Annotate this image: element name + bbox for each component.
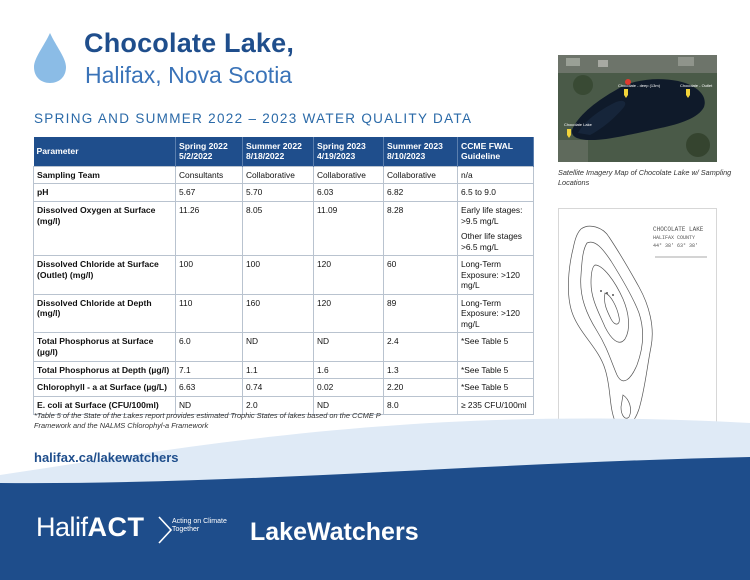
logo-main-text: Halif <box>36 512 88 542</box>
value-cell: 100 <box>243 256 314 295</box>
value-cell: ND <box>176 397 243 415</box>
parameter-cell: E. coli at Surface (CFU/100ml) <box>34 397 176 415</box>
guideline-cell <box>458 294 534 333</box>
value-cell: 6.82 <box>384 184 458 202</box>
water-drop-icon <box>33 32 67 84</box>
value-cell: 6.03 <box>314 184 384 202</box>
value-cell: 100 <box>176 256 243 295</box>
table-row <box>34 333 534 361</box>
value-cell: ND <box>314 333 384 361</box>
table-body <box>34 166 534 414</box>
guideline-cell <box>458 379 534 397</box>
value-cell: 60 <box>384 256 458 295</box>
value-cell: ND <box>243 333 314 361</box>
website-link[interactable]: halifax.ca/lakewatchers <box>34 450 179 465</box>
table-row <box>34 379 534 397</box>
guideline-cell <box>458 202 534 256</box>
parameter-cell: Dissolved Oxygen at Surface (mg/l) <box>34 202 176 256</box>
table-row <box>34 166 534 184</box>
sat-label-outlet: Chocolate - Outlet <box>680 83 713 88</box>
parameter-cell: Total Phosphorus at Depth (µg/l) <box>34 361 176 379</box>
water-quality-table <box>33 137 534 415</box>
guideline-text: *See Table 5 <box>461 336 509 347</box>
value-cell: 89 <box>384 294 458 333</box>
value-cell: 2.20 <box>384 379 458 397</box>
value-cell: 7.1 <box>176 361 243 379</box>
guideline-cell <box>458 166 534 184</box>
guideline-text: 6.5 to 9.0 <box>461 187 496 198</box>
value-cell: 8.05 <box>243 202 314 256</box>
section-subtitle: SPRING AND SUMMER 2022 – 2023 WATER QUALITY DATA <box>34 111 473 126</box>
logo-bold-text: ACT <box>87 512 145 542</box>
water-quality-table-wrap <box>33 137 533 415</box>
table-row <box>34 184 534 202</box>
value-cell: 0.02 <box>314 379 384 397</box>
satellite-map-graphic <box>558 55 717 162</box>
guideline-text: *See Table 5 <box>461 364 509 375</box>
guideline-text: n/a <box>461 169 473 180</box>
page-title: Chocolate Lake, <box>84 28 295 58</box>
value-cell: 8.0 <box>384 397 458 415</box>
guideline-text: Long-Term Exposure: >120 mg/L <box>461 297 520 329</box>
value-cell: 120 <box>314 294 384 333</box>
bath-title-line2: HALIFAX COUNTY <box>653 235 696 241</box>
value-cell: 11.09 <box>314 202 384 256</box>
table-header-row <box>34 137 534 166</box>
value-cell: Consultants <box>176 166 243 184</box>
value-cell: 2.0 <box>243 397 314 415</box>
value-cell: 8.28 <box>384 202 458 256</box>
program-name: LakeWatchers <box>250 518 419 546</box>
halifact-logo <box>36 512 145 543</box>
value-cell: Collaborative <box>384 166 458 184</box>
logo-tagline: Acting on Climate Together <box>172 518 227 534</box>
value-cell: ND <box>314 397 384 415</box>
guideline-text: ≥ 235 CFU/100ml <box>461 400 527 411</box>
guideline-text: Early life stages: >9.5 mg/L <box>461 205 523 226</box>
table-row <box>34 294 534 333</box>
column-header: Spring 2022 5/2/2022 <box>176 137 243 166</box>
bath-title-line1: CHOCOLATE LAKE <box>653 226 704 233</box>
value-cell: 1.6 <box>314 361 384 379</box>
sat-label-lake: Chocolate Lake <box>564 122 592 127</box>
table-row <box>34 361 534 379</box>
value-cell: 110 <box>176 294 243 333</box>
guideline-cell <box>458 333 534 361</box>
value-cell: 5.67 <box>176 184 243 202</box>
parameter-cell: Dissolved Chloride at Surface (Outlet) (mg/l) <box>34 256 176 295</box>
guideline-text: Other life stages >6.5 mg/L <box>461 231 522 252</box>
table-footnote: *Table 5 of the State of the Lakes report provides estimated Trophic States of lakes based on the CCME P Framework and the NALMS Chlorophyl-a Framework <box>34 411 381 430</box>
sat-label-deep: Chocolate - deep (13m) <box>618 83 661 88</box>
parameter-cell: pH <box>34 184 176 202</box>
value-cell: 1.1 <box>243 361 314 379</box>
table-row <box>34 256 534 295</box>
column-header: Parameter <box>34 137 176 166</box>
value-cell: 2.4 <box>384 333 458 361</box>
guideline-text: *See Table 5 <box>461 382 509 393</box>
value-cell: 120 <box>314 256 384 295</box>
value-cell: Collaborative <box>243 166 314 184</box>
value-cell: 6.0 <box>176 333 243 361</box>
value-cell: 11.26 <box>176 202 243 256</box>
parameter-cell: Sampling Team <box>34 166 176 184</box>
value-cell: 0.74 <box>243 379 314 397</box>
value-cell: 160 <box>243 294 314 333</box>
satellite-map-image <box>558 55 717 162</box>
column-header: Summer 2022 8/18/2022 <box>243 137 314 166</box>
table-row <box>34 202 534 256</box>
bath-title-line3: 44° 38' 63° 38' <box>653 243 699 249</box>
column-header: Summer 2023 8/10/2023 <box>384 137 458 166</box>
halifact-arrow-icon <box>157 515 173 545</box>
guideline-cell <box>458 256 534 295</box>
guideline-cell <box>458 361 534 379</box>
satellite-map-caption: Satellite Imagery Map of Chocolate Lake w/ Sampling Locations <box>558 168 732 187</box>
value-cell: 6.63 <box>176 379 243 397</box>
value-cell: 1.3 <box>384 361 458 379</box>
value-cell: Collaborative <box>314 166 384 184</box>
value-cell: 5.70 <box>243 184 314 202</box>
page-location: Halifax, Nova Scotia <box>85 62 293 88</box>
parameter-cell: Chlorophyll - a at Surface (µg/L) <box>34 379 176 397</box>
column-header: CCME FWAL Guideline <box>458 137 534 166</box>
column-header: Spring 2023 4/19/2023 <box>314 137 384 166</box>
parameter-cell: Total Phosphorus at Surface (µg/l) <box>34 333 176 361</box>
guideline-text: Long-Term Exposure: >120 mg/L <box>461 259 520 291</box>
parameter-cell: Dissolved Chloride at Depth (mg/l) <box>34 294 176 333</box>
footer-wave-background <box>0 405 750 580</box>
guideline-cell <box>458 184 534 202</box>
